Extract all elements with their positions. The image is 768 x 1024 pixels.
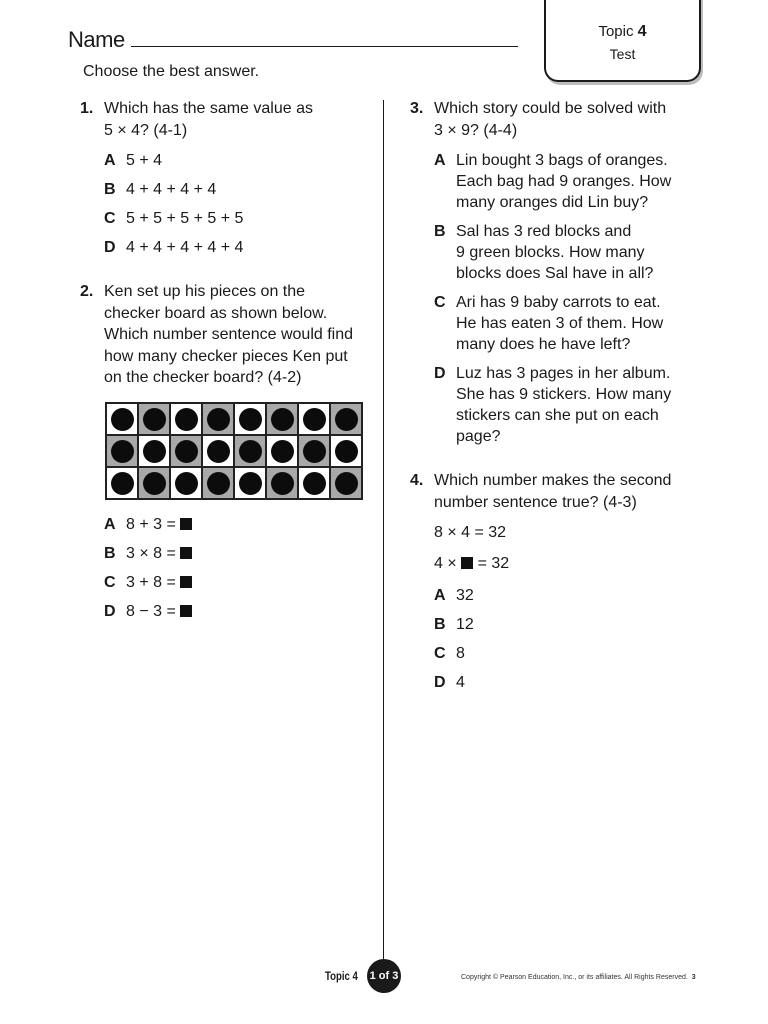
- topic-number: 4: [637, 23, 647, 40]
- stem-line: 3 × 9? (4-4): [434, 121, 518, 139]
- checker-square: [330, 403, 362, 435]
- checker-square: [202, 435, 234, 467]
- option-line: many oranges did Lin buy?: [456, 194, 649, 211]
- checker-piece: [175, 440, 198, 463]
- question-stem: [434, 470, 671, 513]
- checker-piece: [207, 440, 230, 463]
- question-3: [410, 98, 710, 144]
- checker-square: [234, 435, 266, 467]
- checker-piece: [239, 440, 262, 463]
- question-number: 3.: [410, 100, 424, 117]
- checker-piece: [335, 440, 358, 463]
- checker-square: [266, 435, 298, 467]
- checker-piece: [271, 408, 294, 431]
- checker-piece: [143, 440, 166, 463]
- checker-square: [266, 467, 298, 499]
- checker-piece: [303, 408, 326, 431]
- option-letter: C: [104, 574, 116, 591]
- option-line: He has eaten 3 of them. How: [456, 315, 664, 332]
- option-letter: B: [104, 181, 116, 198]
- unknown-box-icon: [180, 576, 192, 588]
- equation-1: 8 × 4 = 32: [434, 524, 507, 541]
- option-expression: 8 − 3 =: [126, 603, 181, 620]
- checker-square: [170, 467, 202, 499]
- checker-piece: [207, 472, 230, 495]
- option-letter: B: [104, 545, 116, 562]
- footer-topic: Topic 4: [325, 969, 358, 983]
- column-divider: [383, 100, 384, 978]
- checker-piece: [175, 472, 198, 495]
- option-letter: A: [434, 152, 446, 169]
- option-line: Sal has 3 red blocks and: [456, 223, 632, 240]
- copyright-notice: [461, 974, 696, 981]
- checker-square: [106, 435, 138, 467]
- option-text: [456, 221, 653, 284]
- option-line: blocks does Sal have in all?: [456, 265, 654, 282]
- option-line: Luz has 3 pages in her album.: [456, 365, 671, 382]
- option-line: Ari has 9 baby carrots to eat.: [456, 294, 661, 311]
- stem-line: Which has the same value as: [104, 100, 313, 117]
- option-letter: D: [434, 365, 446, 382]
- equation-part: = 32: [473, 555, 510, 572]
- option-text: 4 + 4 + 4 + 4 + 4: [126, 239, 244, 256]
- name-label: Name: [68, 27, 125, 52]
- checker-piece: [111, 472, 134, 495]
- option-text: 4: [456, 674, 465, 691]
- stem-line: number sentence true? (4-3): [434, 493, 637, 511]
- test-label: Test: [609, 46, 636, 62]
- checker-square: [138, 403, 170, 435]
- checker-piece: [239, 408, 262, 431]
- page-indicator-badge: 1 of 3: [367, 959, 401, 993]
- option-line: stickers can she put on each: [456, 407, 659, 424]
- checker-piece: [111, 408, 134, 431]
- checker-piece: [143, 472, 166, 495]
- topic-tab: [544, 0, 701, 82]
- checker-square: [330, 435, 362, 467]
- option-text: 5 + 5 + 5 + 5 + 5: [126, 210, 244, 227]
- checker-square: [106, 403, 138, 435]
- question-number: 2.: [80, 283, 94, 300]
- option-letter: D: [434, 674, 446, 691]
- checker-square: [170, 403, 202, 435]
- option-line: She has 9 stickers. How many: [456, 386, 672, 403]
- question-1: [80, 98, 370, 144]
- option-text: 4 + 4 + 4 + 4: [126, 181, 217, 198]
- question-number: 4.: [410, 472, 424, 489]
- checker-piece: [207, 408, 230, 431]
- option-line: 9 green blocks. How many: [456, 244, 645, 261]
- question-2: [80, 281, 375, 391]
- option-text: 12: [456, 616, 474, 633]
- option-line: Lin bought 3 bags of oranges.: [456, 152, 668, 169]
- option-letter: C: [434, 645, 446, 662]
- option-text: [456, 292, 663, 355]
- checker-square: [202, 467, 234, 499]
- topic-heading: [546, 23, 699, 41]
- option-letter: A: [104, 516, 116, 533]
- checker-piece: [303, 440, 326, 463]
- checker-square: [138, 467, 170, 499]
- checker-piece: [239, 472, 262, 495]
- option-letter: D: [104, 239, 116, 256]
- option-letter: C: [104, 210, 116, 227]
- checker-square: [298, 435, 330, 467]
- option-line: page?: [456, 428, 501, 445]
- checker-piece: [303, 472, 326, 495]
- option-text: 32: [456, 587, 474, 604]
- checker-piece: [271, 472, 294, 495]
- option-expression: 3 + 8 =: [126, 574, 181, 591]
- option-letter: B: [434, 223, 446, 240]
- checker-square: [106, 467, 138, 499]
- topic-label: Topic: [598, 23, 634, 40]
- checker-square: [234, 403, 266, 435]
- checker-square: [266, 403, 298, 435]
- option-letter: C: [434, 294, 446, 311]
- unknown-box-icon: [461, 557, 473, 569]
- checker-square: [202, 403, 234, 435]
- name-line[interactable]: [131, 46, 518, 47]
- unknown-box-icon: [180, 518, 192, 530]
- question-stem: [104, 98, 313, 141]
- checker-piece: [175, 408, 198, 431]
- stem-line: checker board as shown below.: [104, 304, 328, 322]
- checker-piece: [271, 440, 294, 463]
- option-letter: B: [434, 616, 446, 633]
- stem-line: how many checker pieces Ken put: [104, 347, 348, 365]
- option-line: Each bag had 9 oranges. How: [456, 173, 672, 190]
- checker-square: [330, 467, 362, 499]
- option-text: [126, 601, 192, 622]
- unknown-box-icon: [180, 605, 192, 617]
- stem-line: Which story could be solved with: [434, 100, 667, 117]
- stem-line: Which number sentence would find: [104, 326, 354, 343]
- question-stem: [104, 281, 353, 389]
- checker-square: [234, 467, 266, 499]
- page-number: 3: [691, 974, 696, 981]
- option-text: [126, 514, 192, 535]
- stem-line: on the checker board? (4-2): [104, 369, 302, 386]
- equation-2: [434, 553, 509, 574]
- checker-square: [170, 435, 202, 467]
- option-letter: D: [104, 603, 116, 620]
- question-4: [410, 470, 710, 516]
- checker-piece: [111, 440, 134, 463]
- checker-piece: [143, 408, 166, 431]
- instructions: Choose the best answer.: [83, 63, 260, 80]
- option-expression: 8 + 3 =: [126, 516, 181, 533]
- option-text: [456, 150, 671, 213]
- option-expression: 3 × 8 =: [126, 545, 181, 562]
- option-line: many does he have left?: [456, 336, 631, 353]
- checker-square: [138, 435, 170, 467]
- question-stem: [434, 98, 666, 141]
- checker-piece: [335, 472, 358, 495]
- checker-board: [105, 402, 363, 500]
- equation-part: 4 ×: [434, 555, 462, 572]
- stem-line: 5 × 4? (4-1): [104, 121, 188, 139]
- unknown-box-icon: [180, 547, 192, 559]
- checker-square: [298, 403, 330, 435]
- option-text: [456, 363, 671, 447]
- option-text: [126, 572, 192, 593]
- option-letter: A: [434, 587, 446, 604]
- question-number: 1.: [80, 100, 94, 117]
- stem-line: Ken set up his pieces on the: [104, 283, 306, 300]
- option-letter: A: [104, 152, 116, 169]
- checker-square: [298, 467, 330, 499]
- copyright-text: Copyright © Pearson Education, Inc., or its affiliates. All Rights Reserved.: [461, 974, 688, 981]
- option-text: 5 + 4: [126, 152, 163, 169]
- option-text: [126, 543, 192, 564]
- option-text: 8: [456, 645, 465, 662]
- checker-piece: [335, 408, 358, 431]
- stem-line: Which number makes the second: [434, 472, 672, 489]
